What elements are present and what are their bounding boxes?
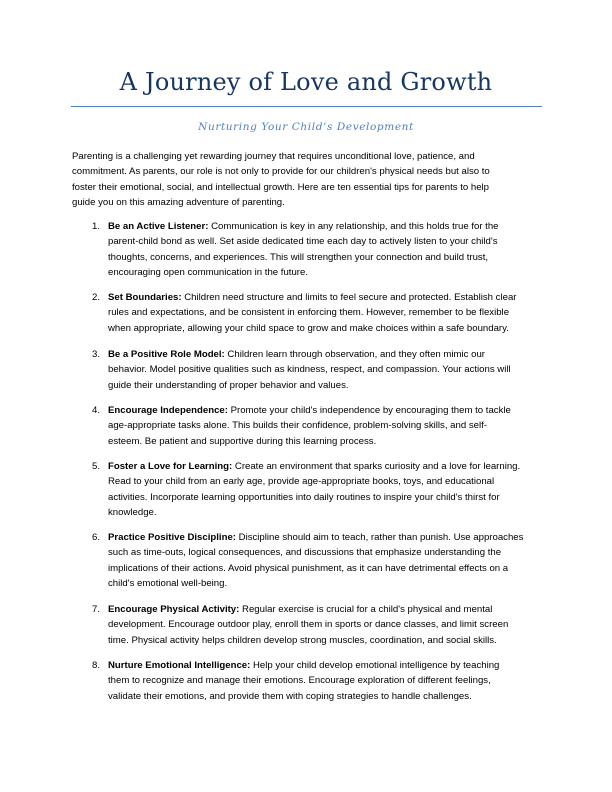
list-item-line: implications of their actions. Avoid physical punishment, as it can have detrimental effects on a bbox=[108, 562, 509, 574]
list-item-line: child's emotional well-being. bbox=[108, 578, 228, 590]
tip-heading: Encourage Independence: bbox=[108, 405, 228, 416]
list-number: 8. bbox=[92, 660, 101, 671]
tip-heading: Be an Active Listener: bbox=[108, 221, 209, 232]
tip-heading: Practice Positive Discipline: bbox=[108, 532, 236, 543]
tip-text: Children learn through observation, and they often mimic our bbox=[224, 349, 486, 360]
list-item-line: behavior. Model positive qualities such as kindness, respect, and compassion. Your actions will bbox=[108, 364, 511, 376]
list-number: 1. bbox=[92, 221, 101, 232]
list-item-line: knowledge. bbox=[108, 507, 157, 519]
list-item-line: rules and expectations, and be consistent in enforcing them. However, remember to be flexible bbox=[108, 307, 510, 319]
document-title: A Journey of Love and Growth bbox=[119, 68, 493, 96]
list-item-line: parent-child bond as well. Set aside dedicated time each day to actively listen to your child's bbox=[108, 236, 498, 248]
document-subtitle: Nurturing Your Child’s Development bbox=[198, 121, 414, 133]
list-item-line: Read to your child from an early age, provide age-appropriate books, toys, and educational bbox=[108, 476, 495, 488]
list-item-line: time. Physical activity helps children develop strong muscles, coordination, and social skills. bbox=[108, 634, 497, 646]
tip-text: Discipline should aim to teach, rather than punish. Use approaches bbox=[235, 532, 524, 543]
tip-heading: Foster a Love for Learning: bbox=[108, 461, 233, 472]
list-item-line: age-appropriate tasks alone. This builds their confidence, problem-solving skills, and self- bbox=[108, 420, 487, 432]
tip-text: Create an environment that sparks curiosity and a love for learning. bbox=[232, 461, 521, 472]
list-number: 6. bbox=[92, 532, 101, 543]
tip-heading: Set Boundaries: bbox=[108, 292, 182, 303]
tip-text: Help your child develop emotional intelligence by teaching bbox=[250, 660, 500, 671]
list-item-line bbox=[108, 347, 511, 362]
list-item-line bbox=[108, 403, 511, 418]
list-number: 3. bbox=[92, 349, 101, 360]
list-item-line bbox=[108, 290, 516, 305]
list-number: 5. bbox=[92, 461, 101, 472]
tip-heading: Nurture Emotional Intelligence: bbox=[108, 660, 251, 671]
list-item-line: guide their understanding of proper behavior and values. bbox=[108, 379, 349, 391]
list-item-line bbox=[108, 658, 499, 673]
intro-line: guide you on this amazing adventure of parenting. bbox=[72, 197, 285, 209]
list-item-line bbox=[108, 219, 499, 234]
title-divider bbox=[71, 106, 542, 107]
list-item-line: when appropriate, allowing your child space to grow and make choices within a safe boundary. bbox=[108, 322, 509, 334]
tip-heading: Be a Positive Role Model: bbox=[108, 349, 225, 360]
list-item-line: thoughts, concerns, and experiences. This will strengthen your connection and build trust, bbox=[108, 251, 489, 263]
intro-line: foster their emotional, social, and intellectual growth. Here are ten essential tips for parents to help bbox=[72, 181, 490, 193]
list-item-line: them to recognize and manage their emotions. Encourage exploration of different feelings, bbox=[108, 675, 491, 687]
list-item-line: validate their emotions, and provide them with coping strategies to handle challenges. bbox=[108, 690, 472, 702]
intro-paragraph bbox=[72, 149, 490, 210]
list-item-line: such as time-outs, logical consequences, and discussions that emphasize understanding the bbox=[108, 547, 502, 559]
list-item-line bbox=[108, 530, 523, 545]
list-number: 2. bbox=[92, 292, 101, 303]
list-item-line: esteem. Be patient and supportive during this learning process. bbox=[108, 435, 377, 447]
tip-text: Communication is key in any relationship, and this holds true for the bbox=[208, 221, 499, 232]
tip-text: Regular exercise is crucial for a child's physical and mental bbox=[239, 604, 493, 615]
list-item-line: activities. Incorporate learning opportunities into daily routines to inspire your child's thirst for bbox=[108, 491, 500, 503]
list-number: 7. bbox=[92, 604, 101, 615]
tip-text: Promote your child's independence by encouraging them to tackle bbox=[227, 405, 511, 416]
tip-heading: Encourage Physical Activity: bbox=[108, 604, 240, 615]
list-number: 4. bbox=[92, 405, 101, 416]
intro-line: commitment. As parents, our role is not only to provide for our children's physical needs but also to bbox=[72, 166, 490, 178]
list-item-line: encouraging open communication in the future. bbox=[108, 267, 308, 279]
tip-text: Children need structure and limits to feel secure and protected. Establish clear bbox=[181, 292, 517, 303]
list-item-line bbox=[108, 459, 520, 474]
list-item-line: development. Encourage outdoor play, enroll them in sports or dance classes, and limit screen bbox=[108, 619, 509, 631]
intro-line: Parenting is a challenging yet rewarding journey that requires unconditional love, patience, and bbox=[72, 151, 475, 162]
list-item-line bbox=[108, 602, 508, 617]
